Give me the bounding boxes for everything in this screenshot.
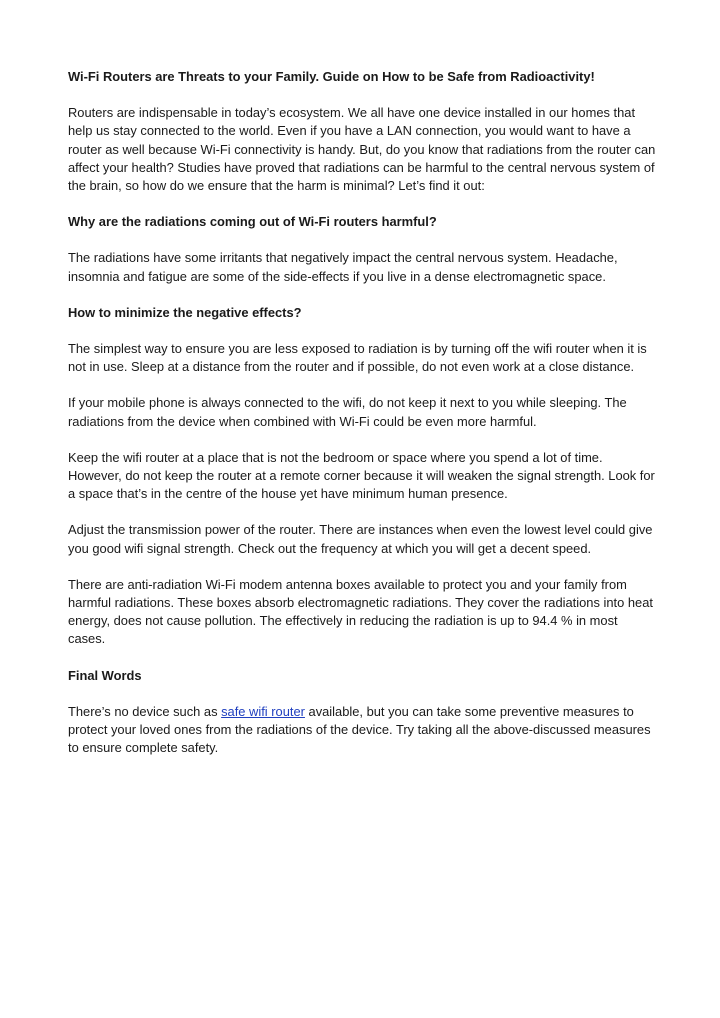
- document-title: Wi-Fi Routers are Threats to your Family. Guide on How to be Safe from Radioactivity!: [68, 69, 595, 84]
- section-heading-final: Final Words: [68, 667, 142, 683]
- safe-wifi-router-link[interactable]: safe wifi router: [221, 703, 305, 719]
- minimize-paragraph-3: Keep the wifi router at a place that is not the bedroom or space where you spend a lot of time. However, do not keep the router at a remote corner because it will weaken the signal strength. Look for a space that’s in the centre of the house yet have minimum human presence.: [68, 449, 655, 502]
- harmful-paragraph: The radiations have some irritants that negatively impact the central nervous system. Headache, insomnia and fatigue are some of the side-effects if you live in a dense electromagnetic space.: [68, 250, 618, 284]
- final-paragraph: [68, 703, 658, 758]
- final-text-before-link: There’s no device such as: [68, 703, 222, 719]
- minimize-paragraph-2: If your mobile phone is always connected to the wifi, do not keep it next to you while sleeping. The radiations from the device when combined with Wi-Fi could be even more harmful.: [68, 395, 627, 429]
- section-heading-minimize: How to minimize the negative effects?: [68, 304, 302, 320]
- minimize-paragraph-1: The simplest way to ensure you are less exposed to radiation is by turning off the wifi router when it is not in use. Sleep at a distance from the router and if possible, do not even work at a close distance.: [68, 341, 647, 375]
- section-heading-harmful: Why are the radiations coming out of Wi-Fi routers harmful?: [68, 214, 437, 230]
- intro-paragraph: Routers are indispensable in today’s ecosystem. We all have one device installed in our homes that help us stay connected to the world. Even if you have a LAN connection, you would want to have a router as well because Wi-Fi connectivity is handy. But, do you know that radiations from the router can affect your health? Studies have proved that radiations can be harmful to the central nervous system of the brain, so how do we ensure that the harm is minimal? Let’s find it out:: [68, 105, 656, 194]
- final-text-after-link: available, but you can take some preventive measures to protect your loved ones from the radiations of the device. Try taking all the above-discussed measures to ensure complete safety.: [68, 703, 651, 756]
- minimize-paragraph-4: Adjust the transmission power of the router. There are instances when even the lowest level could give you good wifi signal strength. Check out the frequency at which you will get a decent speed.: [68, 522, 653, 556]
- minimize-paragraph-5: There are anti-radiation Wi-Fi modem antenna boxes available to protect you and your family from harmful radiations. These boxes absorb electromagnetic radiations. They cover the radiations into heat energy, does not cause pollution. The effectively in reducing the radiation is up to 94.4 % in most cases.: [68, 576, 653, 647]
